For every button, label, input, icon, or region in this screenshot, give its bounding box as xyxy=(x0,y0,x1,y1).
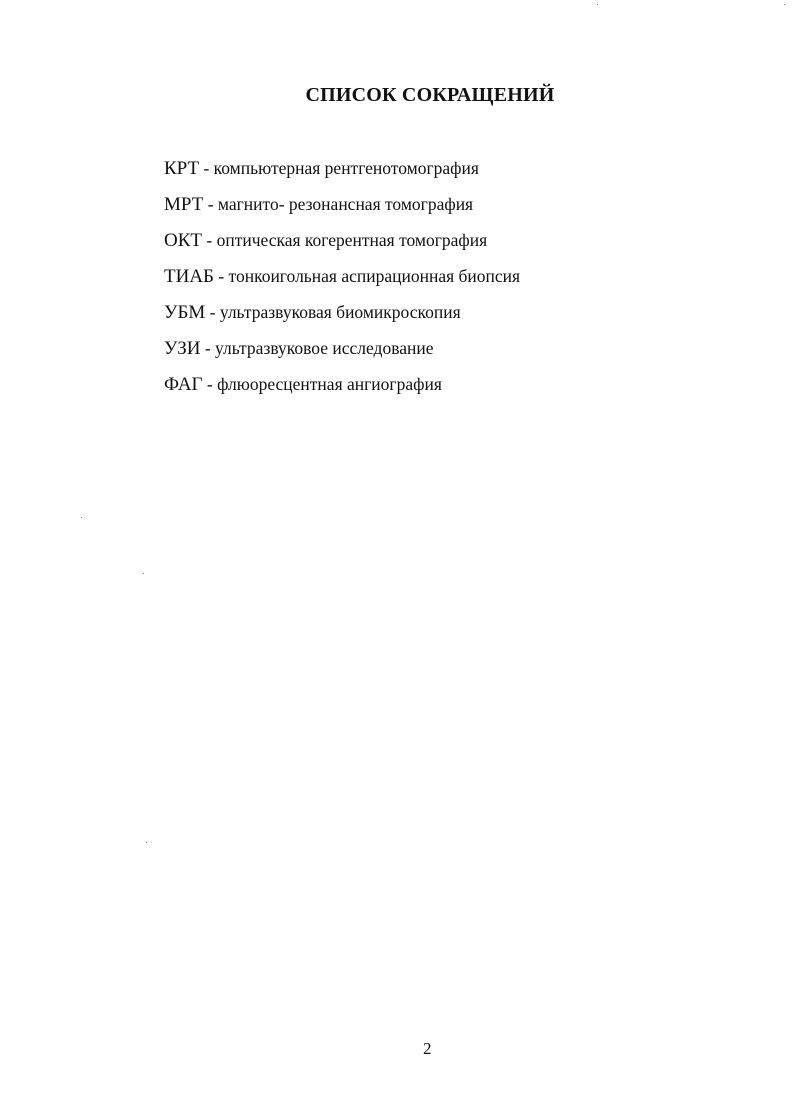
abbreviation-definition: ультразвуковая биомикроскопия xyxy=(219,302,461,322)
abbreviation-definition: ультразвуковое исследование xyxy=(215,338,434,358)
abbreviation-separator: - xyxy=(204,338,211,358)
list-item xyxy=(164,301,520,337)
abbreviation-separator: - xyxy=(218,266,225,286)
abbreviation-definition: компьютерная рентгенотомография xyxy=(213,158,479,178)
abbreviation-term: ОКТ xyxy=(164,230,202,251)
abbreviation-term: ФАГ xyxy=(164,374,203,395)
scan-speck xyxy=(81,517,82,518)
scan-speck xyxy=(143,573,144,574)
abbreviation-definition: магнито- резонансная томография xyxy=(217,194,474,214)
list-item xyxy=(164,229,520,265)
page-title: СПИСОК СОКРАЩЕНИЙ xyxy=(305,84,555,106)
page-number: 2 xyxy=(423,1039,432,1058)
scan-speck xyxy=(597,4,598,5)
list-item xyxy=(164,265,520,301)
abbreviation-term: УЗИ xyxy=(164,338,201,359)
list-item xyxy=(164,337,520,373)
abbreviation-separator: - xyxy=(206,374,213,394)
list-item xyxy=(164,157,520,193)
abbreviation-definition: флюоресцентная ангиография xyxy=(217,374,442,394)
scan-speck xyxy=(784,4,785,5)
abbreviation-term: КРТ xyxy=(164,158,200,179)
abbreviation-separator: - xyxy=(206,230,213,250)
abbreviation-term: МРТ xyxy=(164,194,204,215)
abbreviation-list xyxy=(164,157,520,409)
list-item xyxy=(164,373,520,409)
abbreviation-definition: оптическая когерентная томография xyxy=(216,230,488,250)
abbreviation-separator: - xyxy=(207,194,214,214)
scan-speck xyxy=(146,842,147,843)
abbreviation-definition: тонкоигольная аспирационная биопсия xyxy=(228,266,521,286)
list-item xyxy=(164,193,520,229)
abbreviation-separator: - xyxy=(203,158,210,178)
abbreviation-separator: - xyxy=(209,302,216,322)
abbreviation-term: УБМ xyxy=(164,302,206,323)
abbreviation-term: ТИАБ xyxy=(164,266,214,287)
